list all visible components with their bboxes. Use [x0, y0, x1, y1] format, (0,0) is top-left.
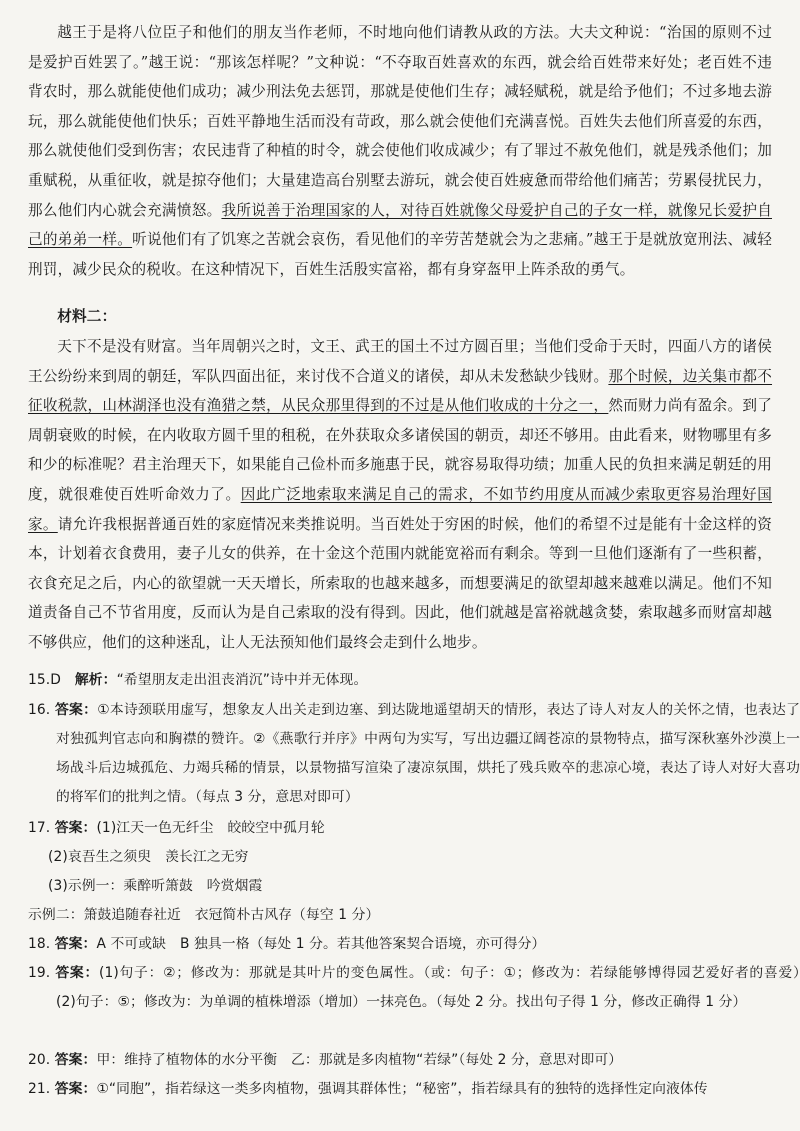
- answer-18: [28, 930, 772, 959]
- answer-label: 答案：: [54, 702, 98, 718]
- answer-line: (2)哀吾生之须臾 羡长江之无穷: [48, 849, 249, 865]
- question-number: 17.: [28, 820, 51, 836]
- answer-text: ①“同胞”，指若绿这一类多肉植物，强调其群体性；“秘密”，指若绿具有的独特的选择性定向液体传: [96, 1081, 708, 1097]
- explanation-label: 解析：: [74, 672, 117, 688]
- material2-text-1: 天下不是没有财富。当年周朝兴之时，文王、武王的国土不过方圆百里；当他们受命于天时，四面八方的诸侯王公纷纷来到周的朝廷，军队四面出征，来讨伐不合道义的诸侯，却从未发愁缺少钱财。: [28, 338, 772, 385]
- answer-line: 示例二：箫鼓追随春社近 衣冠简朴古风存（每空 1 分）: [28, 907, 380, 923]
- answer-label: 答案：: [54, 936, 97, 952]
- material1-text-end: 听说他们有了饥寒之苦就会哀伤，看见他们的辛劳苦楚就会为之悲痛。”越王于是就放宽刑法、减轻刑罚，减少民众的税收。在这种情况下，百姓生活殷实富裕，都有身穿盔甲上阵杀敌的勇气。: [28, 231, 772, 278]
- answer-16: [28, 696, 800, 812]
- answer-text: ①本诗颈联用虚写，想象友人出关走到边塞、到达陇地遥望胡天的情形，表达了诗人对友人的关怀之情，也表达了对独孤判官志向和胸襟的赞许。②《燕歌行并序》中两句为实写，写出边疆辽阔苍凉的景物特点，描写深秋塞外沙漠上一场战斗后边城孤危、力竭兵稀的情景，以景物描写渲染了凄凉氛围，烘托了残兵败卒的悲凉心境，表达了诗人对好大喜功的将军们的批判之情。（每点 3 分，意思对即可）: [56, 702, 800, 805]
- answer-line: (3)示例一：乘醉听箫鼓 吟赏烟霞: [48, 878, 263, 894]
- question-number: 15.: [28, 672, 51, 688]
- material2-heading: 材料二：: [57, 308, 117, 325]
- answer-text: A 不可或缺 B 独具一格（每处 1 分。若其他答案契合语境，亦可得分）: [96, 936, 546, 952]
- question-number: 16.: [28, 702, 51, 718]
- answer-19: [28, 959, 800, 1017]
- answer-text: 甲：维持了植物体的水分平衡 乙：那就是多肉植物“若绿”（每处 2 分，意思对即可）: [96, 1052, 623, 1068]
- material2-underlined-2: 因此广泛地索取来满足自己的需求，不如节约用度从而减少索取更容易治理好国家。: [28, 485, 772, 533]
- question-number: 19.: [28, 965, 51, 981]
- material1-text: 越王于是将八位臣子和他们的朋友当作老师，不时地向他们请教从政的方法。大夫文种说：“治国的原则不过是爱护百姓罢了。”越王说：“那该怎样呢？”文种说：“不夺取百姓喜欢的东西，就会给百姓带来好处；老百姓不违背农时，那么就能使他们成功；减少刑法免去惩罚，那就是使他们生存；减轻赋税，就是给予他们；不过多地去游玩，那么就能使他们快乐；百姓平静地生活而没有苛政，那么就会使他们充满喜悦。百姓失去他们所喜爱的东西，那么就使他们受到伤害；农民违背了种植的时令，就会使他们收成减少；有了罪过不赦免他们，就是残杀他们；加重赋税，从重征收，就是掠夺他们；大量建造高台别墅去游玩，就会使百姓疲惫而带给他们痛苦；劳累侵扰民力，那么他们内心就会充满愤怒。: [28, 24, 772, 219]
- material2-paragraph: [28, 332, 772, 658]
- question-number: 20.: [28, 1052, 51, 1068]
- material1-underlined-text: 我所说善于治理国家的人，对待百姓就像父母爱护自己的子女一样，就像兄长爱护自己的弟弟一样。: [28, 201, 772, 249]
- answer-20: [28, 1046, 772, 1075]
- material1-paragraph: [28, 18, 772, 284]
- material2-text-2: 然而财力尚有盈余。到了周朝衰败的时候，在内收取方圆千里的租税，在外获取众多诸侯国的朝贡，却还不够用。由此看来，财物哪里有多和少的标准呢？君主治理天下，如果能自己俭朴而多施惠于民，就容易取得功绩；加重人民的负担来满足朝廷的用度，就很难使百姓听命效力了。: [28, 397, 773, 503]
- question-number: 18.: [28, 936, 51, 952]
- question-number: 21.: [28, 1081, 51, 1097]
- answer-line: (1)江天一色无纤尘 皎皎空中孤月轮: [96, 820, 325, 836]
- answer-label: 答案：: [54, 820, 97, 836]
- answer-label: 答案：: [55, 965, 100, 981]
- answer-label: 答案：: [54, 1081, 97, 1097]
- explanation-text: “希望朋友走出沮丧消沉”诗中并无体现。: [116, 672, 368, 688]
- answer-text: (1)句子：②；修改为：那就是其叶片的变色属性。（或：句子：①；修改为：若绿能够博得园艺爱好者的喜爱） (2)句子：⑤；修改为：为单调的植株增添（增加）一抹亮色。（每处 2 分。找出句子得 1 分，修改正确得 1 分）: [56, 965, 800, 1010]
- answer-17: [28, 814, 772, 930]
- material2-text-3: 请允许我根据普通百姓的家庭情况来类推说明。当百姓处于穷困的时候，他们的希望不过是能有十金这样的资本，计划着衣食费用，妻子儿女的供养，在十金这个范围内就能宽裕而有剩余。等到一旦他们逐渐有了一些积蓄，衣食充足之后，内心的欲望就一天天增长，所索取的也越来越多，而想要满足的欲望却越来越难以满足。他们不知道责备自己不节省用度，反而认为是自己索取的没有得到。因此，他们就越是富裕就越贪婪，索取越多而财富却越不够供应，他们的这种迷乱，让人无法预知他们最终会走到什么地步。: [28, 515, 772, 651]
- answer-label: 答案：: [54, 1052, 97, 1068]
- answer-21: [28, 1075, 772, 1104]
- material2-underlined-1: 那个时候，边关集市都不征收税款，山林湖泽也没有渔猎之禁，从民众那里得到的不过是从他们收成的十分之一，: [28, 367, 773, 415]
- answer-15: [28, 666, 772, 695]
- answer-choice: D: [50, 672, 61, 688]
